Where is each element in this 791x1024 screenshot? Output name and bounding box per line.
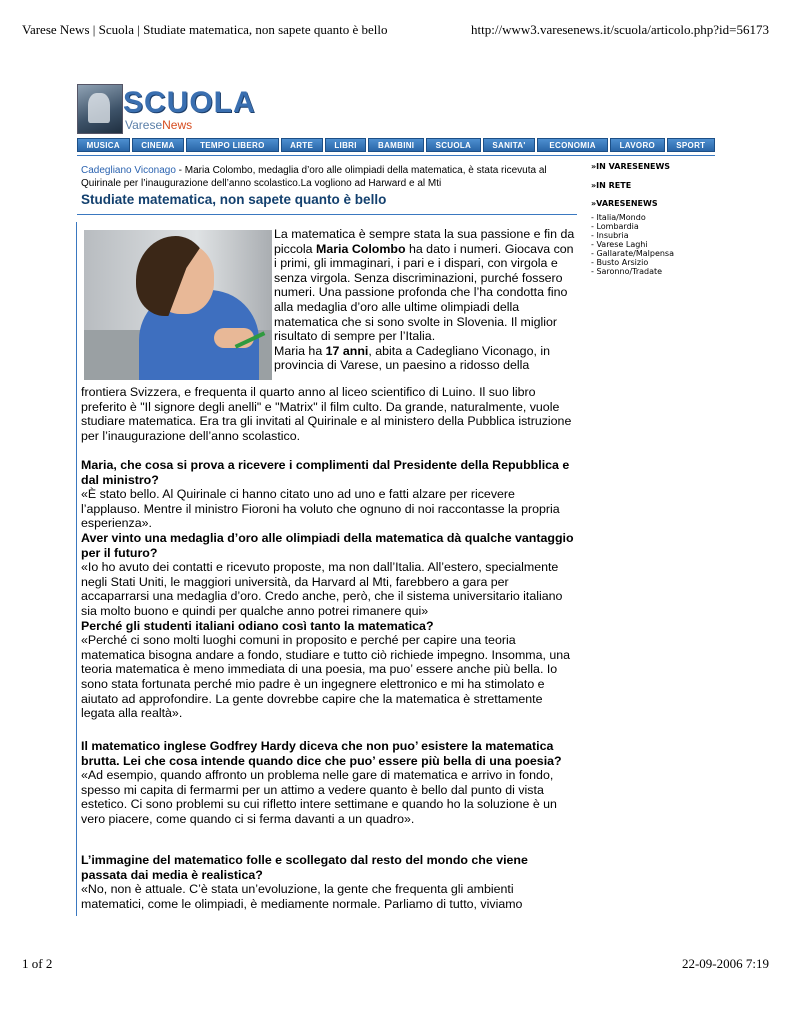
print-timestamp: 22-09-2006 7:19 xyxy=(681,956,769,971)
nav-item-scuola[interactable]: SCUOLA xyxy=(426,138,481,152)
nav-divider xyxy=(77,155,715,156)
page-title: Studiate matematica, non sapete quanto è bello xyxy=(81,192,387,207)
answer: «Io ho avuto dei contatti e ricevuto proposte, ma non dall’Italia. All’estero, specialmente negli Stati Uniti, le maggiori università, da Harvard al Mti, farebbero a gara per accaparrarsi una medaglia d’oro. Credo anche, però, che il sistema universitario italiano sia molto buono e quindi per qualche anno potrei rimanere qui» xyxy=(81,560,563,618)
article-summary xyxy=(81,164,561,190)
summary-text: - Maria Colombo, medaglia d’oro alle olimpiadi della matematica, è stata ricevuta al Quirinale per l’inaugurazione dell’anno scolastico.La vogliono ad Harward e al Mti xyxy=(81,165,547,189)
nav-item-bambini[interactable]: BAMBINI xyxy=(368,138,424,152)
logo-brand: VareseNews xyxy=(125,118,193,132)
nav-item-economia[interactable]: ECONOMIA xyxy=(537,138,608,152)
question: Aver vinto una medaglia d’oro alle olimpiadi della matematica dà qualche vantaggio per il futuro? xyxy=(81,530,574,560)
sidebar-item[interactable]: - Insubria xyxy=(591,231,674,240)
article-photo xyxy=(84,230,272,380)
nav-item-cinema[interactable]: CINEMA xyxy=(132,138,185,152)
section-nav xyxy=(77,138,715,152)
nav-item-libri[interactable]: LIBRI xyxy=(325,138,367,152)
sidebar-item[interactable]: - Lombardia xyxy=(591,222,674,231)
sidebar-item[interactable]: - Varese Laghi xyxy=(591,240,674,249)
site-logo[interactable] xyxy=(77,84,256,134)
logo-picture xyxy=(77,84,123,134)
nav-item-tempo-libero[interactable]: TEMPO LIBERO xyxy=(186,138,278,152)
answer: «No, non è attuale. C’è stata un’evoluzione, la gente che frequenta gli ambienti matematici, come le olimpiadi, è mediamente normale. Parliamo di tutto, viviamo xyxy=(81,882,523,911)
nav-item-sport[interactable]: SPORT xyxy=(667,138,715,152)
qa-block-2 xyxy=(81,739,577,827)
sidebar-heading-in-varesenews[interactable]: »IN VARESENEWS xyxy=(591,162,671,171)
print-footer xyxy=(22,956,769,974)
place-link[interactable]: Cadegliano Viconago xyxy=(81,165,176,176)
sidebar-heading-varesenews[interactable]: »VARESENEWS xyxy=(591,199,658,208)
qa-block-3 xyxy=(81,853,577,911)
question: Perché gli studenti italiani odiano così tanto la matematica? xyxy=(81,618,434,633)
qa-block-1 xyxy=(81,458,577,721)
sidebar-item[interactable]: - Italia/Mondo xyxy=(591,213,674,222)
title-divider xyxy=(77,214,577,215)
nav-item-sanita[interactable]: SANITA' xyxy=(483,138,535,152)
question: L’immagine del matematico folle e scollegato dal resto del mondo che viene passata dai media è realistica? xyxy=(81,853,528,882)
page-count: 1 of 2 xyxy=(22,956,53,971)
sidebar-list xyxy=(591,213,674,276)
sidebar-item[interactable]: - Gallarate/Malpensa xyxy=(591,249,674,258)
answer: «Perché ci sono molti luoghi comuni in proposito e perché per capire una teoria matematica bisogna andare a fondo, studiare e tutto ciò richiede impegno. Insomma, una teoria matematica è meno immediata di una poesia, ma puo’ essere anche più bella. Io sono stata fortunata perché mio padre è un ingegnere elettronico e mi ha stimolato e aiutato ad approfondire. La gente dovrebbe capire che la matematica è strettamente legata alla realtà». xyxy=(81,633,571,721)
answer: «Ad esempio, quando affronto un problema nelle gare di matematica e arrivo in fondo, spesso mi capita di fermarmi per un attimo a vedere quanto è bello dal punto di vista estetico. Ci sono problemi su cui rifletto intere settimane e quando ho la soluzione è un vero piacere, come quando ci si ferma davanti a un quadro». xyxy=(81,768,557,826)
sidebar-item[interactable]: - Saronno/Tradate xyxy=(591,267,674,276)
print-header-title: Varese News | Scuola | Studiate matematica, non sapete quanto è bello xyxy=(22,22,388,37)
sidebar-heading-in-rete[interactable]: »IN RETE xyxy=(591,181,632,190)
question: Il matematico inglese Godfrey Hardy diceva che non puo’ esistere la matematica brutta. Lei che cosa intende quando dice che puo’ essere più bella di una poesia? xyxy=(81,739,562,768)
question: Maria, che cosa si prova a ricevere i complimenti dal Presidente della Repubblica e dal ministro? xyxy=(81,458,570,487)
print-header xyxy=(22,22,769,40)
nav-item-arte[interactable]: ARTE xyxy=(281,138,323,152)
article-intro-continued: frontiera Svizzera, e frequenta il quarto anno al liceo scientifico di Luino. Il suo libro preferito è "Il signore degli anelli" e "Matrix" il film culto. Da grande, naturalmente, vuole studiare matematica. Era tra gli invitati al Quirinale e al ministero della Pubblica istruzione per l’inaugurazione dell’anno scolastico. xyxy=(81,385,572,443)
logo-section: SCUOLA xyxy=(123,86,256,119)
nav-item-musica[interactable]: MUSICA xyxy=(77,138,130,152)
sidebar-item[interactable]: - Busto Arsizio xyxy=(591,258,674,267)
print-header-url: http://www3.varesenews.it/scuola/articolo.php?id=56173 xyxy=(471,22,769,37)
article-left-rule xyxy=(76,222,77,916)
article-intro: La matematica è sempre stata la sua passione e fin da piccola Maria Colombo ha dato i numeri. Giocava con i primi, gli immaginari, i pari e i dispari, con virgola e senza virgola. Senza discriminazioni, purché fossero numeri. Una passione profonda che l’ha condotta fino alla medaglia d’oro alle ultime olimpiadi della matematica che si sono svolte in Slovenia. Il miglior risultato di sempre per l’Italia. Maria ha 17 anni, abita a Cadegliano Viconago, in provincia di Varese, un paesino a ridosso della xyxy=(274,227,575,373)
nav-item-lavoro[interactable]: LAVORO xyxy=(610,138,665,152)
answer: «È stato bello. Al Quirinale ci hanno citato uno ad uno e fatti alzare per ricevere l’applauso. Mentre il ministro Fioroni ha voluto che ognuno di noi raccontasse la propria esperienza». xyxy=(81,487,560,531)
